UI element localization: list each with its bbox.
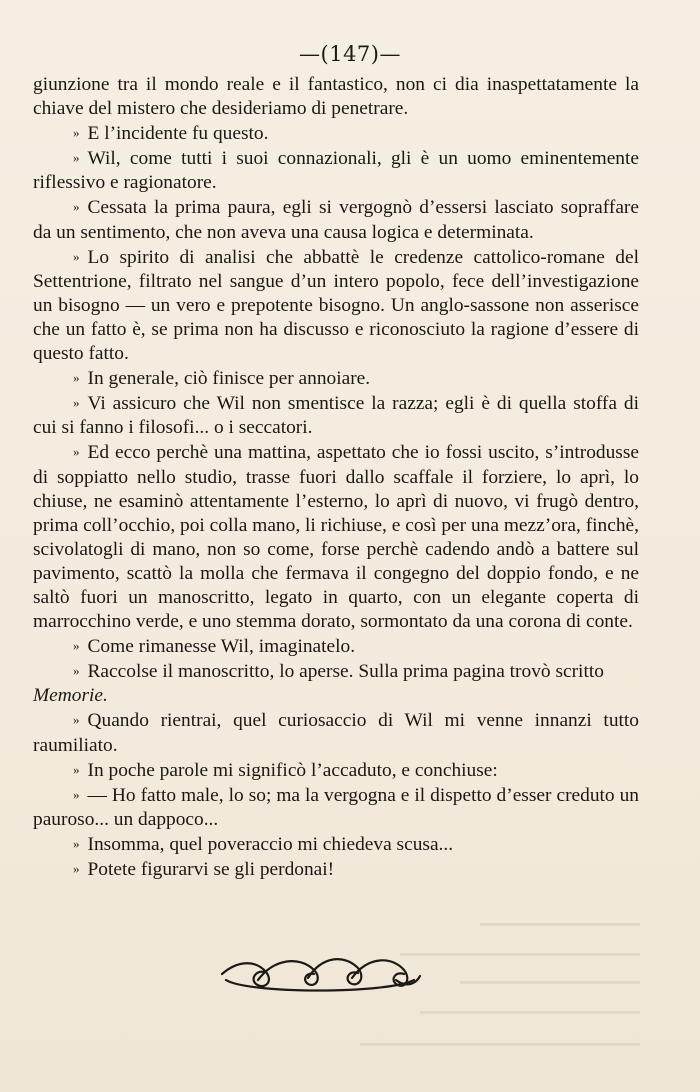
paragraph-text: Raccolse il manoscritto, lo aperse. Sulla prima pagina trovò scritto xyxy=(87,661,604,683)
paragraph-text: In poche parole mi significò l’accaduto, e conchiuse: xyxy=(87,759,498,781)
quote-mark: » xyxy=(73,712,80,728)
paragraph xyxy=(33,245,639,366)
quote-mark: » xyxy=(73,395,80,411)
paragraph xyxy=(33,146,639,195)
quote-mark: » xyxy=(73,638,80,654)
paragraph-text: Vi assicuro che Wil non smentisce la razza; egli è di quella stoffa di cui si fanno i filosofi... o i seccatori. xyxy=(33,393,639,439)
paragraph xyxy=(33,121,639,146)
quote-mark: » xyxy=(73,248,80,264)
paragraph xyxy=(33,440,639,634)
paragraph-text: Cessata la prima paura, egli si vergognò d’essersi lasciato sopraffare da un sentimento, che non aveva una causa logica e determinata. xyxy=(33,197,639,243)
paragraph-text: Come rimanesse Wil, imaginatelo. xyxy=(87,636,356,658)
paragraph xyxy=(33,634,639,659)
ornament-flourish xyxy=(218,950,424,996)
quote-mark: » xyxy=(73,835,80,851)
quote-mark: » xyxy=(73,663,80,679)
quote-mark: » xyxy=(73,150,80,166)
quote-mark: » xyxy=(73,861,80,876)
quote-mark: » xyxy=(73,370,80,386)
quote-mark: » xyxy=(73,199,80,215)
italic-title: Memorie. xyxy=(33,685,108,707)
paragraph-text: Wil, come tutti i suoi connazionali, gli è un uomo eminentemente riflessivo e ragionatore. xyxy=(33,148,639,194)
paragraph xyxy=(33,659,639,708)
paragraph xyxy=(33,366,639,391)
body-text xyxy=(33,73,639,882)
paragraph xyxy=(33,857,639,882)
paragraph-text: Ed ecco perchè una mattina, aspettato che io fossi uscito, s’introdusse di soppiatto nello studio, trasse fuori dallo scaffale il forziere, lo aprì, lo chiuse, ne esaminò attentamente l’esterno, lo aprì di nuovo, vi frugò dentro, prima coll’occhio, poi colla mano, li richiuse, e così per una mezz’ora, finchè, scivolatogli di mano, non so come, forse perchè cadendo andò a battere sul pavimento, scattò la molla che fermava il congegno del doppio fondo, e ne saltò fuori un manoscritto, legato in quarto, con un elegante coperta di marrocchino verde, e uno stemma dorato, sormontato da una corona di conte. xyxy=(33,442,639,633)
paragraph xyxy=(33,758,639,783)
paragraph-text: Quando rientrai, quel curiosaccio di Wil mi venne innanzi tutto raumiliato. xyxy=(33,710,639,756)
quote-mark: » xyxy=(73,444,80,460)
paragraph-text: giunzione tra il mondo reale e il fantastico, non ci dia inaspettatamente la chiave del mistero che desideriamo di penetrare. xyxy=(33,74,639,120)
paragraph xyxy=(33,391,639,440)
paragraph xyxy=(33,195,639,244)
paragraph-text: In generale, ciò finisce per annoiare. xyxy=(87,368,371,390)
paragraph-text: Potete figurarvi se gli perdonai! xyxy=(87,859,335,880)
page-number: —(147)— xyxy=(299,42,401,66)
paragraph-text: — Ho fatto male, lo so; ma la vergogna e il dispetto d’esser creduto un pauroso... un dappoco... xyxy=(33,784,639,830)
quote-mark: » xyxy=(73,786,80,802)
paragraph xyxy=(33,73,639,121)
paragraph-text: Lo spirito di analisi che abbattè le credenze cattolico-romane del Settentrione, filtrato nel sangue d’un intero popolo, fece dell’investigazione un bisogno — un vero e prepotente bisogno. Un anglo-sassone non asserisce che un fatto è, se prima non ha discusso e riconosciuto la ragione d’essere di questo fatto. xyxy=(33,246,639,365)
quote-mark: » xyxy=(73,761,80,777)
paragraph xyxy=(33,783,639,832)
paragraph xyxy=(33,708,639,757)
paragraph-text: Insomma, quel poveraccio mi chiedeva scusa... xyxy=(87,833,454,855)
quote-mark: » xyxy=(73,125,80,141)
paragraph-text: E l’incidente fu questo. xyxy=(87,123,269,145)
paragraph xyxy=(33,832,639,857)
